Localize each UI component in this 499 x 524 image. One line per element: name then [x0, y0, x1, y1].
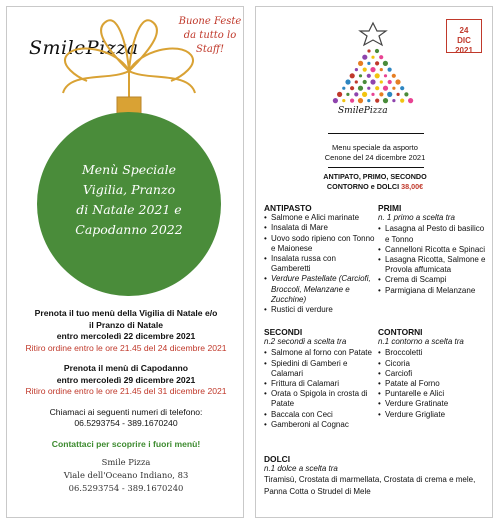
phone-numbers: 06.5293754 - 389.1670240	[74, 418, 178, 428]
list-item: • Salmone al forno con Patate	[264, 348, 376, 358]
tree-dot	[392, 74, 396, 78]
tree-dot	[363, 68, 367, 72]
tree-dot	[380, 80, 383, 83]
footer-name: Smile Pizza	[101, 457, 151, 467]
tree-dot	[384, 74, 387, 77]
list-item: • Frittura di Calamari	[264, 379, 376, 389]
list-item: • Crema di Scampi	[378, 275, 490, 285]
section-note: n.1 contorno a scelta tra	[378, 337, 464, 347]
list-item: • Orata o Spigola in crosta di Patate	[264, 389, 376, 409]
brand-logo: SmilePizza	[29, 37, 139, 59]
tree-dot	[359, 74, 362, 77]
list-item: • Insalata russa con Gamberetti	[264, 254, 376, 274]
list-item: • Insalata di Mare	[264, 223, 376, 233]
tree-dot	[358, 86, 363, 91]
contorni-section	[378, 327, 490, 420]
tree-dot	[358, 61, 363, 66]
courses-line: CONTORNO e DOLCI	[326, 181, 400, 191]
tree-dot	[350, 73, 355, 78]
divider	[328, 167, 424, 168]
section-title: PRIMI	[378, 203, 402, 213]
section-note: n.2 secondi a scelta tra	[264, 337, 347, 347]
call-text: Chiamaci ai seguenti numeri di telefono:	[49, 406, 203, 417]
date-year: 2021	[455, 46, 473, 55]
tree-dot	[400, 86, 404, 90]
tree-dot	[383, 61, 388, 66]
section-title: ANTIPASTO	[264, 203, 312, 213]
list-item: • Puntarelle e Alici	[378, 389, 490, 399]
right-menu-panel	[255, 6, 493, 518]
list-item: • Patate al Forno	[378, 379, 490, 389]
list-item: • Verdure Gratinate	[378, 399, 490, 409]
greeting-line: Buone Feste	[178, 16, 242, 27]
left-flyer-panel	[6, 6, 244, 518]
list-item: • Gamberoni al Cognac	[264, 420, 376, 430]
tree-dot	[392, 87, 395, 90]
tree-dot	[383, 86, 388, 91]
section-title: DOLCI	[264, 454, 291, 464]
tree-dot	[350, 86, 354, 90]
list-item: • Parmigiana di Melanzane	[378, 286, 490, 296]
booking-text: Prenota il tuo menù della Vigilia di Natale e/o	[34, 308, 218, 318]
antipasto-section	[264, 203, 376, 315]
tree-dot	[367, 87, 370, 90]
booking-text: il Pranzo di Natale	[88, 319, 164, 330]
christmas-tree-icon	[330, 9, 440, 109]
brand-logo: SmilePizza	[338, 106, 388, 116]
tree-dot	[367, 62, 370, 65]
secondi-section	[264, 327, 376, 430]
date-badge	[446, 19, 482, 53]
tree-dot	[345, 79, 350, 84]
tree-dot	[342, 87, 345, 90]
tree-dot	[367, 74, 371, 78]
tree-dot	[367, 99, 370, 102]
footer-address: Viale dell'Oceano Indiano, 83	[63, 470, 189, 480]
tree-dot	[408, 98, 413, 103]
pickup-text: Ritiro ordine entro le ore 21.45 del 24 dicembre 2021	[25, 342, 227, 353]
section-title: SECONDI	[264, 327, 303, 337]
list-item: • Verdure Pastellate (Carciofi, Broccoli, Melanzane e Zucchine)	[264, 274, 376, 305]
tree-dot	[375, 86, 379, 90]
date-month: DIC	[457, 36, 471, 45]
tree-dot	[342, 99, 345, 102]
divider	[328, 133, 424, 134]
list-item: • Salmone e Alici marinate	[264, 213, 376, 223]
tree-dot	[367, 49, 370, 52]
tree-dot	[397, 93, 400, 96]
tree-dot	[388, 80, 392, 84]
booking-deadline: entro mercoledì 29 dicembre 2021	[56, 374, 196, 385]
menu-subtitle	[256, 143, 493, 163]
ornament-title-line: di Natale 2021 e	[76, 202, 182, 217]
booking-text: Prenota il menù di Capodanno	[63, 363, 189, 373]
ornament-title-line: Menù Speciale	[81, 162, 177, 177]
tree-dot	[379, 92, 383, 96]
tree-dot	[346, 93, 349, 96]
subtitle-line: Menu speciale da asporto	[332, 143, 418, 152]
list-item: • Cicoria	[378, 359, 490, 369]
greeting-line: Staff!	[196, 44, 224, 55]
courses-line: ANTIPATO, PRIMO, SECONDO	[323, 172, 427, 181]
tree-dot	[375, 73, 380, 78]
tree-dot	[354, 92, 358, 96]
dolci-text: Tiramisù, Crostata di marmellata, Crostata di crema e mele, Panna Cotta o Strudel di Mele	[264, 475, 476, 496]
section-title: CONTORNI	[378, 327, 423, 337]
courses-summary	[256, 172, 493, 191]
primi-section	[378, 203, 490, 296]
section-note: n.1 dolce a scelta tra	[264, 464, 338, 473]
list-item: • Rustici di verdure	[264, 305, 376, 315]
list-item: • Baccala con Ceci	[264, 410, 376, 420]
list-item: • Broccoletti	[378, 348, 490, 358]
tree-dot	[375, 49, 379, 53]
dolci-section	[264, 454, 490, 498]
tree-dot	[355, 68, 358, 71]
tree-dot	[375, 61, 379, 65]
ornament-title-line: Vigilia, Pranzo	[82, 182, 176, 197]
tree-dot	[400, 99, 404, 103]
tree-dot	[358, 98, 363, 103]
tree-dot	[350, 99, 354, 103]
list-item: • Lasagna Ricotta, Salmone e Provola affumicata	[378, 255, 490, 275]
pickup-text: Ritiro ordine entro le ore 21.45 del 31 dicembre 2021	[25, 386, 227, 396]
list-item: • Lasagna al Pesto di basilico e Tonno	[378, 224, 490, 244]
christmas-ornament-icon	[7, 7, 244, 307]
list-item: • Cannelloni Ricotta e Spinaci	[378, 245, 490, 255]
tree-dot	[363, 80, 367, 84]
tree-dot	[375, 99, 379, 103]
tree-dot	[370, 79, 375, 84]
list-item: • Uovo sodo ripieno con Tonno e Maionese	[264, 234, 376, 254]
tree-dot	[387, 92, 392, 97]
tree-dot	[383, 98, 388, 103]
tree-dot	[380, 68, 383, 71]
date-day: 24	[459, 26, 469, 35]
ornament-title-line: Capodanno 2022	[75, 222, 183, 237]
tree-dot	[370, 67, 375, 72]
greeting-line: da tutto lo	[183, 30, 237, 41]
contact-text: Contattaci per scoprire i fuori menù!	[51, 438, 201, 449]
ornament-title	[49, 160, 209, 240]
list-item: • Spiedini di Gamberi e Calamari	[264, 359, 376, 379]
price: 38,00€	[401, 181, 424, 191]
list-item: • Carciofi	[378, 369, 490, 379]
booking-info	[7, 308, 244, 495]
tree-dot	[392, 99, 395, 102]
booking-deadline: entro mercoledì 22 dicembre 2021	[56, 331, 196, 341]
tree-dot	[395, 79, 400, 84]
subtitle-line: Cenone del 24 dicembre 2021	[324, 153, 426, 162]
tree-dot	[337, 92, 342, 97]
tree-dot	[404, 92, 408, 96]
list-item: • Verdure Grigliate	[378, 410, 490, 420]
tree-dot	[362, 92, 367, 97]
tree-dot	[379, 55, 383, 59]
tree-dot	[371, 56, 374, 59]
tree-dot	[362, 55, 367, 60]
tree-dot	[355, 80, 358, 83]
tree-dot	[333, 98, 338, 103]
section-note: n. 1 primo a scelta tra	[378, 213, 455, 223]
footer-phones: 06.5293754 - 389.1670240	[68, 483, 184, 493]
tree-dot	[371, 93, 374, 96]
tree-dot	[388, 68, 392, 72]
